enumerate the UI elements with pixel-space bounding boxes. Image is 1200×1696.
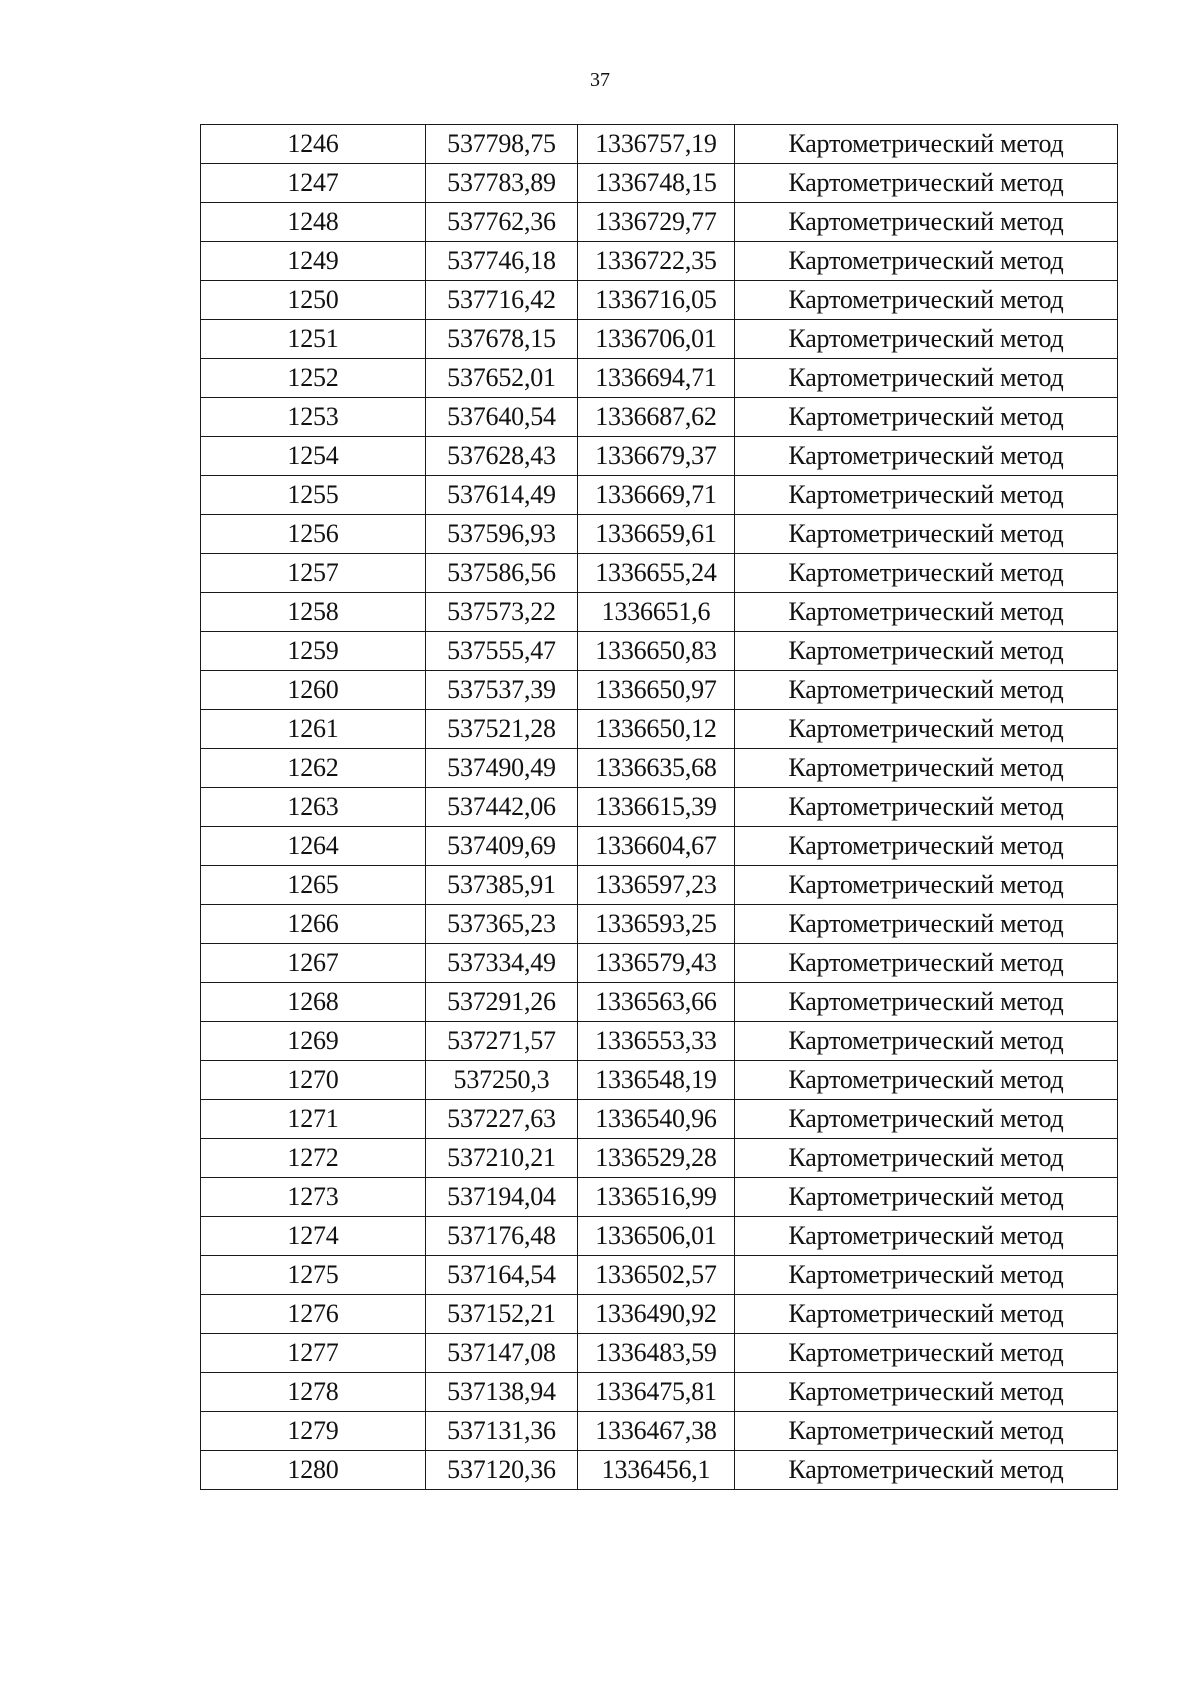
point-number-cell: 1276: [201, 1295, 426, 1334]
x-coordinate-cell: 537537,39: [426, 671, 578, 710]
table-row: [201, 788, 1118, 827]
point-number-cell: 1272: [201, 1139, 426, 1178]
method-cell: Картометрический метод: [735, 827, 1118, 866]
x-coordinate-cell: 537365,23: [426, 905, 578, 944]
x-coordinate-cell: 537762,36: [426, 203, 578, 242]
x-coordinate-cell: 537640,54: [426, 398, 578, 437]
table-row: [201, 515, 1118, 554]
method-cell: Картометрический метод: [735, 1256, 1118, 1295]
table-row: [201, 1295, 1118, 1334]
method-cell: Картометрический метод: [735, 671, 1118, 710]
page-number: 37: [590, 69, 610, 91]
x-coordinate-cell: 537652,01: [426, 359, 578, 398]
method-cell: Картометрический метод: [735, 1217, 1118, 1256]
y-coordinate-cell: 1336669,71: [578, 476, 735, 515]
y-coordinate-cell: 1336650,97: [578, 671, 735, 710]
table-row: [201, 281, 1118, 320]
y-coordinate-cell: 1336516,99: [578, 1178, 735, 1217]
x-coordinate-cell: 537152,21: [426, 1295, 578, 1334]
method-cell: Картометрический метод: [735, 1451, 1118, 1490]
table-row: [201, 1451, 1118, 1490]
table-row: [201, 710, 1118, 749]
point-number-cell: 1269: [201, 1022, 426, 1061]
y-coordinate-cell: 1336540,96: [578, 1100, 735, 1139]
method-cell: Картометрический метод: [735, 632, 1118, 671]
table-row: [201, 593, 1118, 632]
y-coordinate-cell: 1336597,23: [578, 866, 735, 905]
y-coordinate-cell: 1336694,71: [578, 359, 735, 398]
method-cell: Картометрический метод: [735, 1412, 1118, 1451]
x-coordinate-cell: 537120,36: [426, 1451, 578, 1490]
y-coordinate-cell: 1336687,62: [578, 398, 735, 437]
table-row: [201, 554, 1118, 593]
point-number-cell: 1280: [201, 1451, 426, 1490]
x-coordinate-cell: 537716,42: [426, 281, 578, 320]
y-coordinate-cell: 1336475,81: [578, 1373, 735, 1412]
x-coordinate-cell: 537227,63: [426, 1100, 578, 1139]
x-coordinate-cell: 537291,26: [426, 983, 578, 1022]
y-coordinate-cell: 1336467,38: [578, 1412, 735, 1451]
table-row: [201, 632, 1118, 671]
point-number-cell: 1247: [201, 164, 426, 203]
x-coordinate-cell: 537271,57: [426, 1022, 578, 1061]
method-cell: Картометрический метод: [735, 788, 1118, 827]
point-number-cell: 1252: [201, 359, 426, 398]
method-cell: Картометрический метод: [735, 905, 1118, 944]
x-coordinate-cell: 537586,56: [426, 554, 578, 593]
method-cell: Картометрический метод: [735, 437, 1118, 476]
y-coordinate-cell: 1336722,35: [578, 242, 735, 281]
table-row: [201, 905, 1118, 944]
method-cell: Картометрический метод: [735, 1373, 1118, 1412]
point-number-cell: 1256: [201, 515, 426, 554]
y-coordinate-cell: 1336655,24: [578, 554, 735, 593]
table-row: [201, 320, 1118, 359]
y-coordinate-cell: 1336502,57: [578, 1256, 735, 1295]
y-coordinate-cell: 1336456,1: [578, 1451, 735, 1490]
table-row: [201, 1217, 1118, 1256]
x-coordinate-cell: 537521,28: [426, 710, 578, 749]
point-number-cell: 1254: [201, 437, 426, 476]
table-row: [201, 1256, 1118, 1295]
point-number-cell: 1274: [201, 1217, 426, 1256]
x-coordinate-cell: 537131,36: [426, 1412, 578, 1451]
table-row: [201, 1412, 1118, 1451]
table-row: [201, 242, 1118, 281]
x-coordinate-cell: 537147,08: [426, 1334, 578, 1373]
x-coordinate-cell: 537628,43: [426, 437, 578, 476]
method-cell: Картометрический метод: [735, 164, 1118, 203]
point-number-cell: 1268: [201, 983, 426, 1022]
x-coordinate-cell: 537210,21: [426, 1139, 578, 1178]
y-coordinate-cell: 1336659,61: [578, 515, 735, 554]
table-row: [201, 1139, 1118, 1178]
coordinates-table: [200, 124, 1118, 1490]
point-number-cell: 1258: [201, 593, 426, 632]
table-row: [201, 359, 1118, 398]
method-cell: Картометрический метод: [735, 359, 1118, 398]
method-cell: Картометрический метод: [735, 476, 1118, 515]
point-number-cell: 1263: [201, 788, 426, 827]
point-number-cell: 1264: [201, 827, 426, 866]
point-number-cell: 1261: [201, 710, 426, 749]
y-coordinate-cell: 1336650,12: [578, 710, 735, 749]
x-coordinate-cell: 537798,75: [426, 125, 578, 164]
y-coordinate-cell: 1336635,68: [578, 749, 735, 788]
table-row: [201, 1100, 1118, 1139]
method-cell: Картометрический метод: [735, 1334, 1118, 1373]
table-row: [201, 983, 1118, 1022]
y-coordinate-cell: 1336490,92: [578, 1295, 735, 1334]
x-coordinate-cell: 537614,49: [426, 476, 578, 515]
method-cell: Картометрический метод: [735, 515, 1118, 554]
method-cell: Картометрический метод: [735, 944, 1118, 983]
y-coordinate-cell: 1336506,01: [578, 1217, 735, 1256]
y-coordinate-cell: 1336553,33: [578, 1022, 735, 1061]
table-row: [201, 1334, 1118, 1373]
y-coordinate-cell: 1336716,05: [578, 281, 735, 320]
y-coordinate-cell: 1336650,83: [578, 632, 735, 671]
table-row: [201, 827, 1118, 866]
table-row: [201, 125, 1118, 164]
y-coordinate-cell: 1336651,6: [578, 593, 735, 632]
point-number-cell: 1255: [201, 476, 426, 515]
x-coordinate-cell: 537596,93: [426, 515, 578, 554]
x-coordinate-cell: 537442,06: [426, 788, 578, 827]
table-row: [201, 671, 1118, 710]
method-cell: Картометрический метод: [735, 1295, 1118, 1334]
method-cell: Картометрический метод: [735, 983, 1118, 1022]
coordinates-table-body: [201, 125, 1118, 1490]
table-row: [201, 1178, 1118, 1217]
method-cell: Картометрический метод: [735, 1139, 1118, 1178]
x-coordinate-cell: 537555,47: [426, 632, 578, 671]
table-row: [201, 476, 1118, 515]
y-coordinate-cell: 1336729,77: [578, 203, 735, 242]
point-number-cell: 1251: [201, 320, 426, 359]
point-number-cell: 1265: [201, 866, 426, 905]
y-coordinate-cell: 1336563,66: [578, 983, 735, 1022]
x-coordinate-cell: 537409,69: [426, 827, 578, 866]
table-row: [201, 203, 1118, 242]
method-cell: Картометрический метод: [735, 1022, 1118, 1061]
method-cell: Картометрический метод: [735, 242, 1118, 281]
x-coordinate-cell: 537164,54: [426, 1256, 578, 1295]
x-coordinate-cell: 537678,15: [426, 320, 578, 359]
table-row: [201, 749, 1118, 788]
method-cell: Картометрический метод: [735, 398, 1118, 437]
table-row: [201, 1061, 1118, 1100]
method-cell: Картометрический метод: [735, 1178, 1118, 1217]
y-coordinate-cell: 1336593,25: [578, 905, 735, 944]
table-row: [201, 437, 1118, 476]
x-coordinate-cell: 537138,94: [426, 1373, 578, 1412]
table-row: [201, 1022, 1118, 1061]
x-coordinate-cell: 537385,91: [426, 866, 578, 905]
y-coordinate-cell: 1336679,37: [578, 437, 735, 476]
point-number-cell: 1275: [201, 1256, 426, 1295]
method-cell: Картометрический метод: [735, 593, 1118, 632]
point-number-cell: 1259: [201, 632, 426, 671]
x-coordinate-cell: 537334,49: [426, 944, 578, 983]
x-coordinate-cell: 537176,48: [426, 1217, 578, 1256]
point-number-cell: 1260: [201, 671, 426, 710]
table-row: [201, 944, 1118, 983]
x-coordinate-cell: 537746,18: [426, 242, 578, 281]
x-coordinate-cell: 537573,22: [426, 593, 578, 632]
method-cell: Картометрический метод: [735, 1100, 1118, 1139]
y-coordinate-cell: 1336748,15: [578, 164, 735, 203]
x-coordinate-cell: 537250,3: [426, 1061, 578, 1100]
y-coordinate-cell: 1336483,59: [578, 1334, 735, 1373]
y-coordinate-cell: 1336604,67: [578, 827, 735, 866]
y-coordinate-cell: 1336529,28: [578, 1139, 735, 1178]
point-number-cell: 1253: [201, 398, 426, 437]
method-cell: Картометрический метод: [735, 320, 1118, 359]
point-number-cell: 1279: [201, 1412, 426, 1451]
table-row: [201, 398, 1118, 437]
point-number-cell: 1257: [201, 554, 426, 593]
x-coordinate-cell: 537490,49: [426, 749, 578, 788]
method-cell: Картометрический метод: [735, 203, 1118, 242]
point-number-cell: 1266: [201, 905, 426, 944]
method-cell: Картометрический метод: [735, 1061, 1118, 1100]
y-coordinate-cell: 1336579,43: [578, 944, 735, 983]
point-number-cell: 1271: [201, 1100, 426, 1139]
point-number-cell: 1267: [201, 944, 426, 983]
method-cell: Картометрический метод: [735, 281, 1118, 320]
y-coordinate-cell: 1336706,01: [578, 320, 735, 359]
x-coordinate-cell: 537194,04: [426, 1178, 578, 1217]
table-row: [201, 1373, 1118, 1412]
point-number-cell: 1278: [201, 1373, 426, 1412]
table-row: [201, 866, 1118, 905]
x-coordinate-cell: 537783,89: [426, 164, 578, 203]
point-number-cell: 1249: [201, 242, 426, 281]
method-cell: Картометрический метод: [735, 710, 1118, 749]
method-cell: Картометрический метод: [735, 749, 1118, 788]
point-number-cell: 1273: [201, 1178, 426, 1217]
point-number-cell: 1277: [201, 1334, 426, 1373]
point-number-cell: 1262: [201, 749, 426, 788]
method-cell: Картометрический метод: [735, 866, 1118, 905]
method-cell: Картометрический метод: [735, 125, 1118, 164]
y-coordinate-cell: 1336548,19: [578, 1061, 735, 1100]
point-number-cell: 1248: [201, 203, 426, 242]
point-number-cell: 1246: [201, 125, 426, 164]
y-coordinate-cell: 1336615,39: [578, 788, 735, 827]
method-cell: Картометрический метод: [735, 554, 1118, 593]
table-row: [201, 164, 1118, 203]
point-number-cell: 1270: [201, 1061, 426, 1100]
y-coordinate-cell: 1336757,19: [578, 125, 735, 164]
point-number-cell: 1250: [201, 281, 426, 320]
